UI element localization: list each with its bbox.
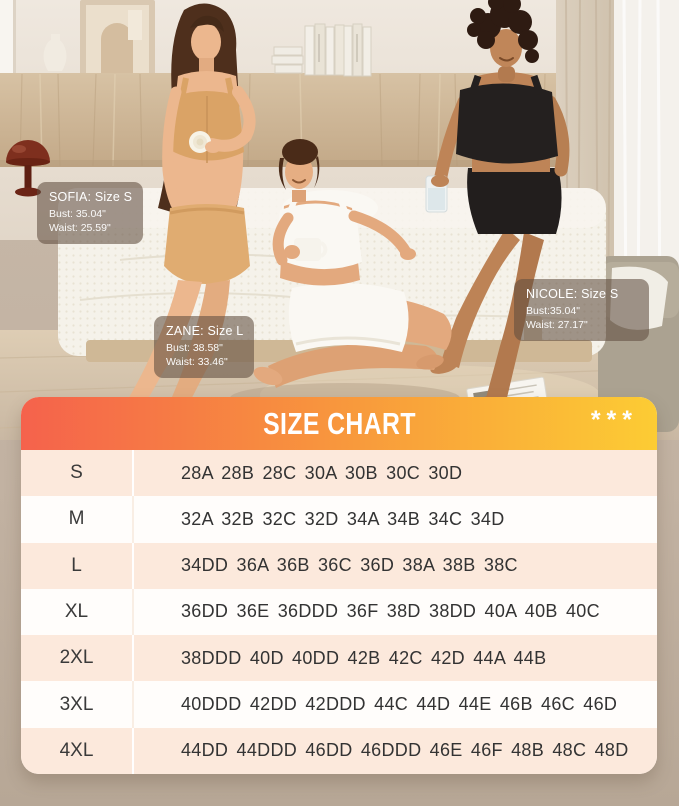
model-tag-title: ZANE: Size L <box>166 324 244 338</box>
model-tag-waist: Waist: 27.17" <box>526 318 588 331</box>
model-tag-nicole <box>514 279 649 341</box>
size-row <box>21 681 657 727</box>
size-cell: 4XL <box>21 728 134 774</box>
model-tag-bust: Bust:35.04" <box>526 305 580 318</box>
model-tag-waist: Waist: 33.46" <box>166 355 228 368</box>
model-tag-bust: Bust: 35.04" <box>49 208 106 221</box>
size-row <box>21 496 657 542</box>
size-chart-header <box>21 397 657 450</box>
size-cell: 3XL <box>21 681 134 727</box>
model-tag-title: NICOLE: Size S <box>526 287 619 301</box>
size-chart-table <box>21 450 657 774</box>
size-row <box>21 635 657 681</box>
model-tag-waist: Waist: 25.59" <box>49 221 111 234</box>
stars-decoration: *** <box>590 406 638 434</box>
size-row <box>21 543 657 589</box>
size-row <box>21 728 657 774</box>
wall-artwork <box>80 0 155 78</box>
size-cell: S <box>21 450 134 496</box>
model-tag-title: SOFIA: Size S <box>49 190 133 204</box>
model-tag-zane <box>154 316 254 378</box>
model-tag-sofia <box>37 182 143 244</box>
values-cell: 34DD 36A 36B 36C 36D 38A 38B 38C <box>181 555 518 576</box>
size-cell: XL <box>21 589 134 635</box>
size-cell: L <box>21 543 134 589</box>
size-chart-card <box>21 397 657 774</box>
values-cell: 40DDD 42DD 42DDD 44C 44D 44E 46B 46C 46D <box>181 694 618 715</box>
size-row <box>21 450 657 496</box>
size-chart-title: SIZE CHART <box>262 405 416 441</box>
values-cell: 28A 28B 28C 30A 30B 30C 30D <box>181 462 463 483</box>
values-cell: 44DD 44DDD 46DD 46DDD 46E 46F 48B 48C 48D <box>181 740 629 761</box>
values-cell: 36DD 36E 36DDD 36F 38D 38DD 40A 40B 40C <box>181 601 600 622</box>
size-cell: 2XL <box>21 635 134 681</box>
values-cell: 38DDD 40D 40DD 42B 42C 42D 44A 44B <box>181 647 547 668</box>
model-tag-bust: Bust: 38.58" <box>166 342 223 355</box>
values-cell: 32A 32B 32C 32D 34A 34B 34C 34D <box>181 508 505 529</box>
size-row <box>21 589 657 635</box>
size-cell: M <box>21 496 134 542</box>
